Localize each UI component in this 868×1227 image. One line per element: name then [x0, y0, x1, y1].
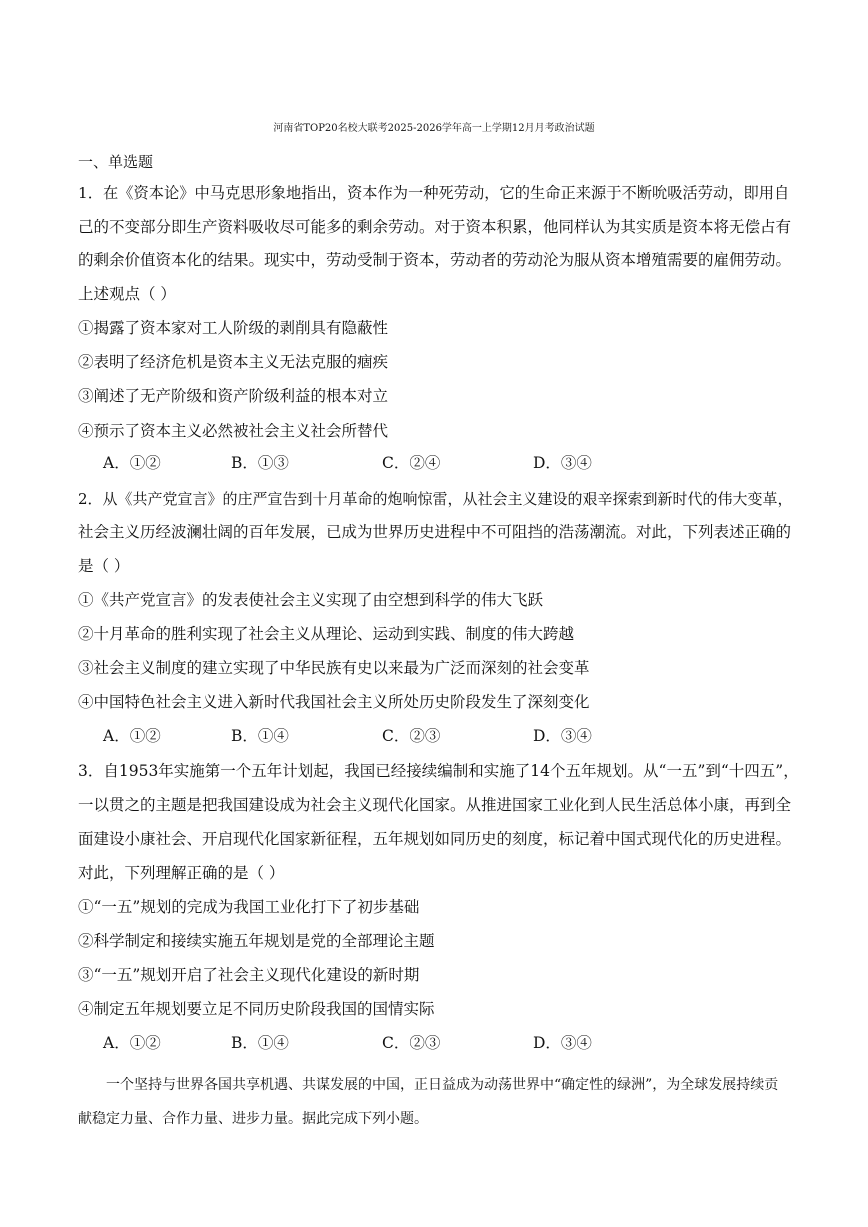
q1-stem-line: 上述观点（ ） — [78, 285, 176, 303]
q2-option-c[interactable]: C．②③ — [382, 727, 441, 745]
q3-stem-line: 一以贯之的主题是把我国建设成为社会主义现代化国家。从推进国家工业化到人民生活总体小康，再到全 — [78, 796, 792, 814]
q1-stem-line: 1．在《资本论》中马克思形象地指出，资本作为一种死劳动，它的生命正来源于不断吮吸活劳动，即用自 — [78, 184, 790, 202]
q1-option-d[interactable]: D．③④ — [533, 454, 592, 472]
q3-stem-line: 对此，下列理解正确的是（ ） — [78, 864, 285, 882]
q1-statement: ③阐述了无产阶级和资产阶级利益的根本对立 — [78, 387, 389, 405]
q1-statement: ④预示了资本主义必然被社会主义社会所替代 — [78, 422, 389, 440]
page-title: 河南省TOP20名校大联考2025-2026学年高一上学期12月月考政治试题 — [273, 123, 595, 134]
q2-option-a[interactable]: A．①② — [103, 727, 161, 745]
q1-option-a[interactable]: A．①② — [103, 454, 161, 472]
q3-statement: ③“一五”规划开启了社会主义现代化建设的新时期 — [78, 966, 420, 984]
q2-stem-line: 社会主义历经波澜壮阔的百年发展，已成为世界历史进程中不可阻挡的浩荡潮流。对此，下列表述正确的 — [78, 523, 792, 541]
q2-statement: ②十月革命的胜利实现了社会主义从理论、运动到实践、制度的伟大跨越 — [78, 625, 575, 643]
q1-stem-line: 己的不变部分即生产资料吸收尽可能多的剩余劳动。对于资本积累，他同样认为其实质是资本将无偿占有 — [78, 218, 792, 236]
reading-passage: 一个坚持与世界各国共享机遇、共谋发展的中国，正日益成为动荡世界中“确定性的绿洲”，为全球发展持续贡献稳定力量、合作力量、进步力量。据此完成下列小题。 — [78, 1077, 779, 1127]
q3-stem-line: 面建设小康社会、开启现代化国家新征程，五年规划如同历史的刻度，标记着中国式现代化的历史进程。 — [78, 830, 792, 848]
q2-option-b[interactable]: B．①④ — [231, 727, 289, 745]
q1-statement: ①揭露了资本家对工人阶级的剥削具有隐蔽性 — [78, 319, 389, 337]
q2-stem-line: 是（ ） — [78, 557, 130, 575]
q2-statement: ①《共产党宣言》的发表使社会主义实现了由空想到科学的伟大飞跃 — [78, 591, 544, 609]
q3-option-d[interactable]: D．③④ — [533, 1034, 592, 1052]
q3-statement: ①“一五”规划的完成为我国工业化打下了初步基础 — [78, 898, 420, 916]
q1-statement: ②表明了经济危机是资本主义无法克服的痼疾 — [78, 353, 389, 371]
q1-option-c[interactable]: C．②④ — [382, 454, 441, 472]
q3-option-b[interactable]: B．①④ — [231, 1034, 289, 1052]
q2-option-d[interactable]: D．③④ — [533, 727, 592, 745]
q3-option-c[interactable]: C．②③ — [382, 1034, 441, 1052]
q3-statement: ②科学制定和接续实施五年规划是党的全部理论主题 — [78, 932, 435, 950]
q2-statement: ④中国特色社会主义进入新时代我国社会主义所处历史阶段发生了深刻变化 — [78, 693, 590, 711]
q1-option-b[interactable]: B．①③ — [231, 454, 289, 472]
q1-stem-line: 的剩余价值资本化的结果。现实中，劳动受制于资本，劳动者的劳动沦为服从资本增殖需要的雇佣劳动。 — [78, 251, 792, 269]
q2-stem-line: 2．从《共产党宣言》的庄严宣告到十月革命的炮响惊雷，从社会主义建设的艰辛探索到新时代的伟大变革， — [78, 490, 793, 508]
section-heading: 一、单选题 — [78, 153, 154, 171]
q3-statement: ④制定五年规划要立足不同历史阶段我国的国情实际 — [78, 1000, 435, 1018]
q2-statement: ③社会主义制度的建立实现了中华民族有史以来最为广泛而深刻的社会变革 — [78, 659, 590, 677]
q3-stem-line: 3．自1953年实施第一个五年计划起，我国已经接续编制和实施了14个五年规划。从“一五”到“十四五”， — [78, 762, 799, 780]
q3-option-a[interactable]: A．①② — [103, 1034, 161, 1052]
